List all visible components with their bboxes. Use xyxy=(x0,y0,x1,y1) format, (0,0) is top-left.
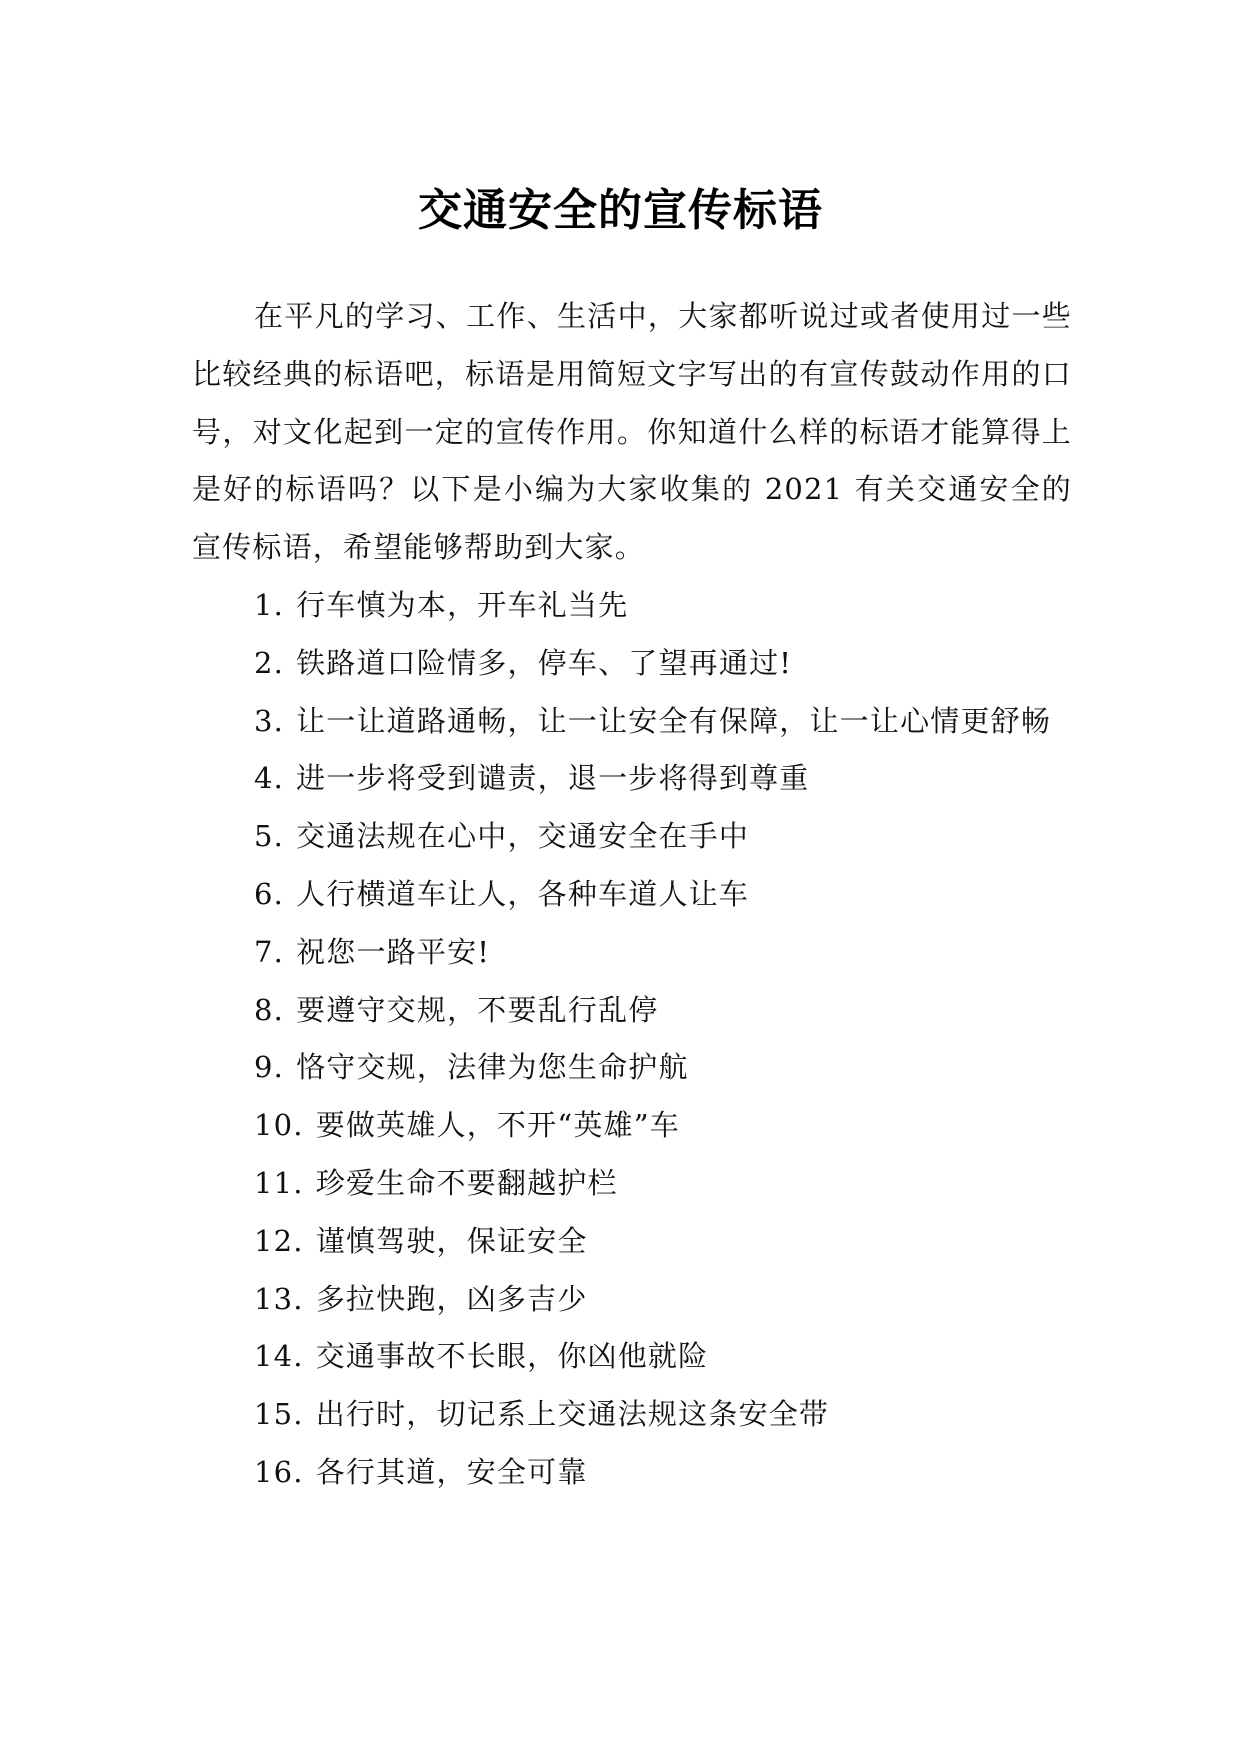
slogan-text: 祝您一路平安! xyxy=(296,934,491,969)
slogan-text: 行车慎为本，开车礼当先 xyxy=(296,587,629,622)
slogan-item xyxy=(192,1386,1072,1444)
slogan-number: 4. xyxy=(254,761,285,796)
slogan-text: 让一让道路通畅，让一让安全有保障，让一让心情更舒畅 xyxy=(296,703,1052,738)
slogan-text: 谨慎驾驶，保证安全 xyxy=(315,1223,588,1258)
slogan-item xyxy=(192,1328,1072,1386)
slogan-number: 11. xyxy=(254,1165,304,1200)
slogan-item xyxy=(192,1039,1072,1097)
slogan-item xyxy=(192,1271,1072,1329)
slogan-item xyxy=(192,866,1072,924)
slogan-text: 交通法规在心中，交通安全在手中 xyxy=(296,819,750,854)
slogan-text: 进一步将受到谴责，退一步将得到尊重 xyxy=(296,761,810,796)
slogan-text: 恪守交规，法律为您生命护航 xyxy=(296,1050,689,1085)
slogan-number: 2. xyxy=(254,645,285,680)
slogan-text: 出行时，切记系上交通法规这条安全带 xyxy=(315,1397,830,1432)
document-body xyxy=(192,288,1072,1502)
slogan-text: 人行横道车让人，各种车道人让车 xyxy=(296,876,750,911)
slogan-number: 1. xyxy=(254,587,285,622)
slogan-number: 3. xyxy=(254,703,285,738)
intro-paragraph: 在平凡的学习、工作、生活中，大家都听说过或者使用过一些比较经典的标语吧，标语是用简短文字写出的有宣传鼓动作用的口号，对文化起到一定的宣传作用。你知道什么样的标语才能算得上是好的标语吗？以下是小编为大家收集的 2021 有关交通安全的宣传标语，希望能够帮助到大家。 xyxy=(192,299,1072,565)
slogan-item xyxy=(192,635,1072,693)
slogan-item xyxy=(192,808,1072,866)
slogan-item xyxy=(192,693,1072,751)
slogan-item xyxy=(192,1155,1072,1213)
slogan-number: 12. xyxy=(254,1223,304,1258)
slogan-text: 铁路道口险情多，停车、了望再通过! xyxy=(296,645,793,680)
slogan-number: 8. xyxy=(254,992,285,1027)
slogan-number: 15. xyxy=(254,1397,304,1432)
slogan-item xyxy=(192,577,1072,635)
slogan-number: 7. xyxy=(254,934,285,969)
slogan-number: 14. xyxy=(254,1339,304,1374)
slogan-list xyxy=(192,577,1072,1502)
slogan-number: 9. xyxy=(254,1050,285,1085)
slogan-item xyxy=(192,982,1072,1040)
slogan-number: 13. xyxy=(254,1281,304,1316)
slogan-item xyxy=(192,1213,1072,1271)
document-title: 交通安全的宣传标语 xyxy=(418,185,823,237)
slogan-number: 5. xyxy=(254,819,285,854)
slogan-text: 多拉快跑，凶多吉少 xyxy=(315,1281,588,1316)
slogan-item xyxy=(192,750,1072,808)
slogan-number: 16. xyxy=(254,1454,304,1489)
slogan-text: 珍爱生命不要翻越护栏 xyxy=(315,1165,618,1200)
slogan-item xyxy=(192,924,1072,982)
slogan-item xyxy=(192,1097,1072,1155)
slogan-text: 交通事故不长眼，你凶他就险 xyxy=(315,1339,709,1374)
slogan-number: 6. xyxy=(254,876,285,911)
slogan-text: 各行其道，安全可靠 xyxy=(315,1454,588,1489)
slogan-item xyxy=(192,1444,1072,1502)
slogan-text: 要遵守交规，不要乱行乱停 xyxy=(296,992,659,1027)
slogan-number: 10. xyxy=(254,1108,304,1143)
slogan-text: 要做英雄人，不开“英雄”车 xyxy=(315,1108,680,1143)
